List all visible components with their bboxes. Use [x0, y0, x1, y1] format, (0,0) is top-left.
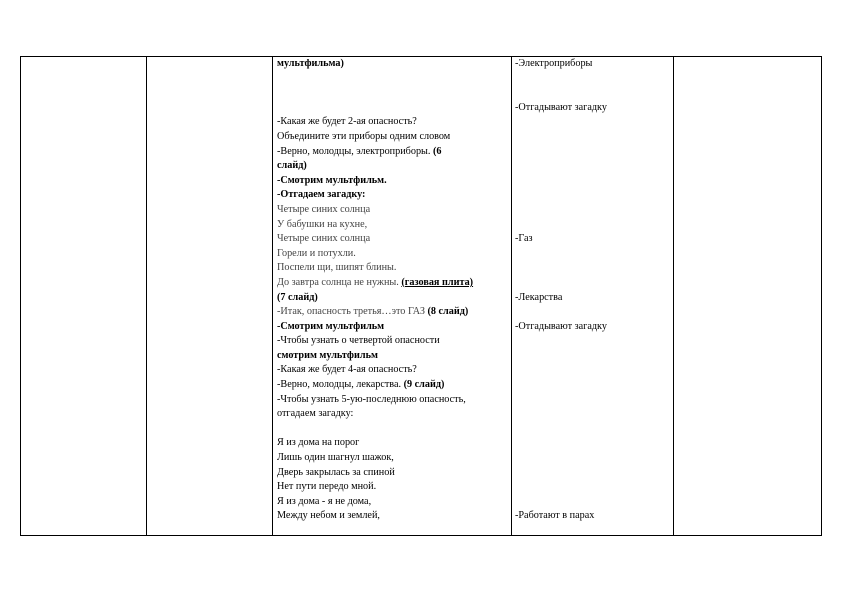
text-line: -Какая же будет 2-ая опасность?: [277, 116, 417, 128]
text-line: [277, 305, 509, 320]
text-span: -Итак, опасность третья…это ГАЗ: [277, 306, 428, 318]
text-line: [277, 378, 509, 393]
column-border-2: [146, 56, 147, 536]
text-line: [277, 145, 509, 160]
column-border-4: [511, 56, 512, 536]
teacher-activity-cell: [277, 57, 509, 524]
student-item: -Газ: [515, 233, 533, 245]
student-item: -Отгадывают загадку: [515, 101, 607, 113]
text-line: -Смотрим мультфильм: [277, 320, 385, 332]
riddle-line: Горели и потухли.: [277, 247, 356, 259]
text-line: мультфильма): [277, 58, 344, 69]
text-line: -Чтобы узнать 5-ую-последнюю опасность,: [277, 393, 466, 405]
text-line: -Смотрим мультфильм.: [277, 174, 387, 186]
riddle-line: У бабушки на кухне,: [277, 218, 368, 230]
column-border-3: [272, 56, 273, 536]
text-span: До завтра солнца не нужны.: [277, 276, 402, 288]
riddle-line: Лишь один шагнул шажок,: [277, 452, 394, 464]
table-bottom-border: [20, 535, 822, 536]
riddle-line: Нет пути передо мной.: [277, 481, 377, 493]
riddle-line: Дверь закрылась за спиной: [277, 466, 395, 478]
riddle-line: Четыре синих солнца: [277, 233, 371, 245]
slide-ref: (6: [433, 145, 442, 157]
text-line: -Какая же будет 4-ая опасность?: [277, 364, 417, 376]
riddle-line: Четыре синих солнца: [277, 203, 371, 215]
text-span: -Верно, молодцы, лекарства.: [277, 379, 404, 391]
text-line: слайд): [277, 160, 307, 172]
riddle-line: Я из дома на порог: [277, 437, 360, 449]
text-line: (7 слайд): [277, 291, 318, 303]
riddle-line: Я из дома - я не дома,: [277, 495, 372, 507]
student-activity-cell: [515, 57, 670, 524]
riddle-line: [277, 276, 509, 291]
column-border-6: [821, 56, 822, 536]
student-item: -Электроприборы: [515, 58, 593, 69]
text-line: смотрим мультфильм: [277, 349, 378, 361]
riddle-answer: (газовая плита): [401, 276, 474, 288]
text-line: отгадаем загадку:: [277, 408, 354, 420]
student-item: -Лекарства: [515, 291, 563, 303]
text-line: -Отгадаем загадку:: [277, 189, 366, 201]
student-item: -Отгадывают загадку: [515, 320, 607, 332]
column-border-5: [673, 56, 674, 536]
slide-ref: (8 слайд): [427, 306, 469, 318]
text-line: -Чтобы узнать о четвертой опасности: [277, 335, 440, 347]
text-span: -Верно, молодцы, электроприборы.: [277, 145, 433, 157]
student-item: -Работают в парах: [515, 510, 595, 522]
riddle-line: Поспели щи, шипят блины.: [277, 262, 397, 274]
riddle-line: Между небом и землей,: [277, 510, 380, 522]
text-line: Объедините эти приборы одним словом: [277, 130, 451, 142]
column-border-1: [20, 56, 21, 536]
slide-ref: (9 слайд): [403, 379, 445, 391]
